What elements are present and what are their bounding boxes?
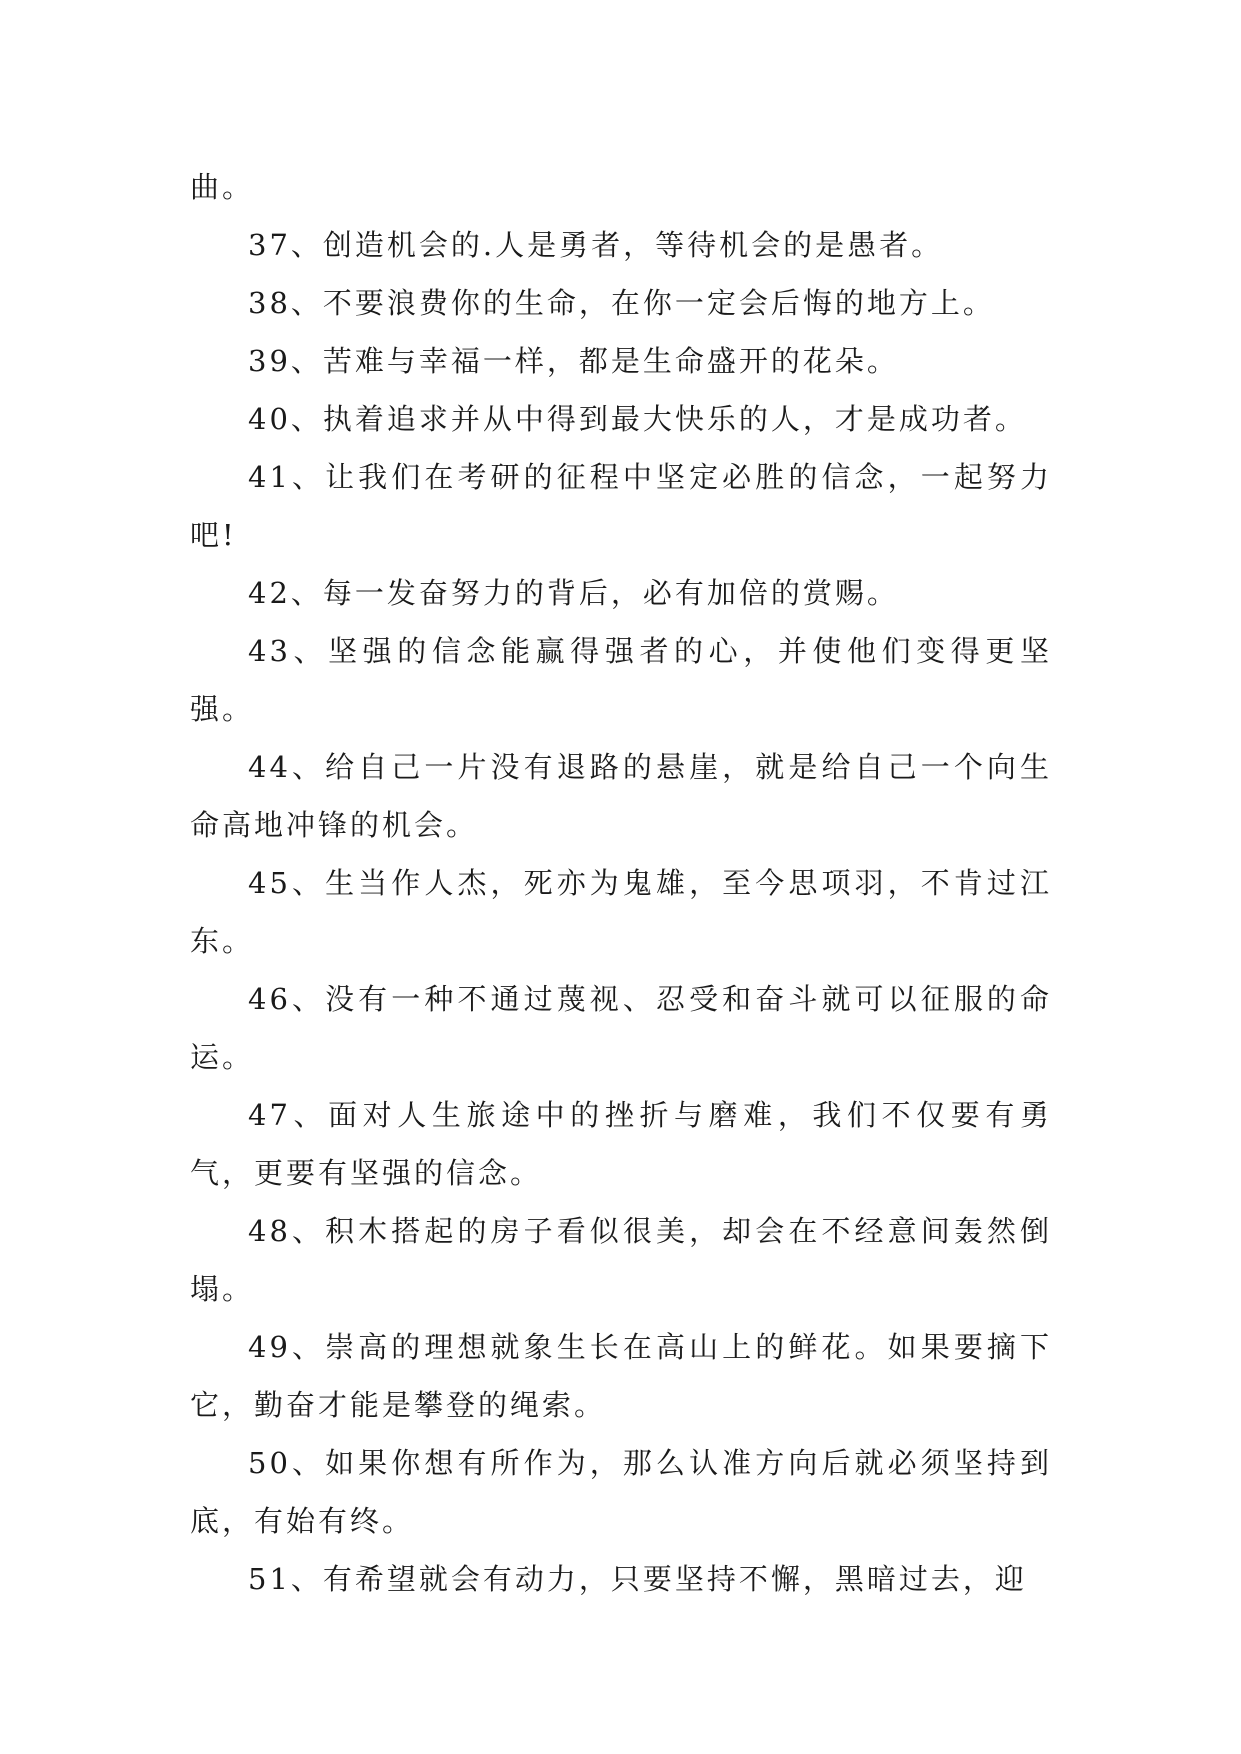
paragraph-44: 44、给自己一片没有退路的悬崖，就是给自己一个向生命高地冲锋的机会。 — [190, 750, 1052, 842]
paragraph-38: 38、不要浪费你的生命，在你一定会后悔的地方上。 — [248, 286, 995, 320]
paragraph-continued: 曲。 — [190, 170, 255, 204]
paragraph-49: 49、崇高的理想就象生长在高山上的鲜花。如果要摘下它，勤奋才能是攀登的绳索。 — [190, 1330, 1052, 1422]
paragraph-51: 51、有希望就会有动力，只要坚持不懈，黑暗过去，迎 — [248, 1562, 1027, 1596]
paragraph-40: 40、执着追求并从中得到最大快乐的人，才是成功者。 — [248, 402, 1027, 436]
paragraph-48: 48、积木搭起的房子看似很美，却会在不经意间轰然倒塌。 — [190, 1214, 1052, 1306]
paragraph-42: 42、每一发奋努力的背后，必有加倍的赏赐。 — [248, 576, 899, 610]
paragraph-41: 41、让我们在考研的征程中坚定必胜的信念，一起努力吧! — [190, 460, 1052, 552]
paragraph-47: 47、面对人生旅途中的挫折与磨难，我们不仅要有勇气，更要有坚强的信念。 — [190, 1098, 1052, 1190]
paragraph-46: 46、没有一种不通过蔑视、忍受和奋斗就可以征服的命运。 — [190, 982, 1052, 1074]
paragraph-43: 43、坚强的信念能赢得强者的心，并使他们变得更坚强。 — [190, 634, 1052, 726]
paragraph-37: 37、创造机会的.人是勇者，等待机会的是愚者。 — [248, 228, 944, 262]
document-body — [190, 158, 1052, 1608]
paragraph-39: 39、苦难与幸福一样，都是生命盛开的花朵。 — [248, 344, 899, 378]
paragraph-45: 45、生当作人杰，死亦为鬼雄，至今思项羽，不肯过江东。 — [190, 866, 1052, 958]
paragraph-50: 50、如果你想有所作为，那么认准方向后就必须坚持到底，有始有终。 — [190, 1446, 1052, 1538]
